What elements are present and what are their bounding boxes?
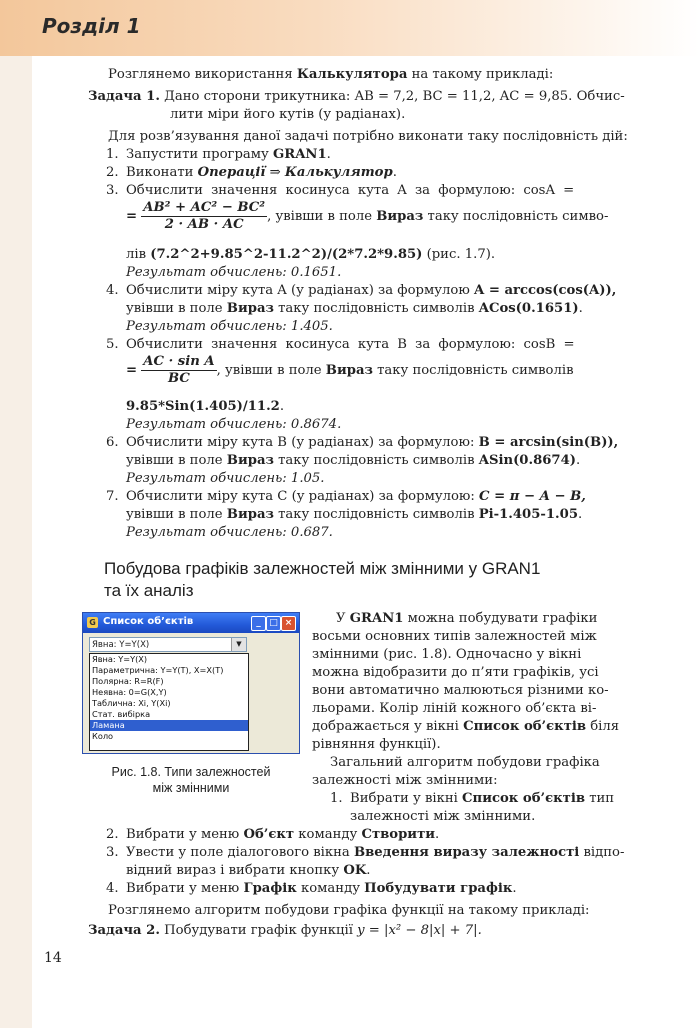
- step-number: 7.: [106, 489, 119, 504]
- right-text-l7: дображається у вікні Список об’єктів біля: [312, 719, 620, 734]
- task2-formula: y = |x² − 8|x| + 7|.: [357, 923, 482, 938]
- steps-intro: Для розв’язування даної задачі потрібно виконати таку послідовність дій:: [108, 129, 628, 144]
- list-item[interactable]: Параметрична: Y=Y(T), X=X(T): [92, 665, 224, 675]
- algo-step3-line1: Увести у поле діалогового вікна Введення виразу залежності відпо-: [126, 845, 625, 860]
- cos-a-fraction: $\frac{\text{AB² + AC² − BC²}}{2 \cdot AB \cdot AC}$: [143, 200, 266, 232]
- algo-step1-line1: Вибрати у вікні Список об’єктів тип: [350, 791, 615, 806]
- step3-formula-line: = $\frac{\text{AB² + AC² − BC²}}{2 \cdot AB \cdot AC}$ , увівши в поле Вираз таку послідовність симво-: [126, 200, 609, 232]
- page-number: 14: [44, 950, 62, 966]
- step7-line1: Обчислити міру кута C (у радіанах) за формулою: C = π − A − B,: [126, 489, 586, 504]
- step5-line1: Обчислити значення косинуса кута B за формулою: cosB =: [126, 337, 575, 352]
- cos-b-fraction: $\frac{\text{AC · sin A}}{BC}$: [143, 354, 215, 386]
- step4-line2: увівши в поле Вираз таку послідовність символів ACos(0.1651).: [126, 301, 583, 316]
- step6-line2: увівши в поле Вираз таку послідовність символів ASin(0.8674).: [126, 453, 581, 468]
- list-item[interactable]: Коло: [92, 731, 114, 741]
- step-number: 4.: [106, 881, 119, 896]
- step-number: 3.: [106, 183, 119, 198]
- task1-line1: Задача 1. Дано сторони трикутника: AB = 7,2, BC = 11,2, AC = 9,85. Обчис-: [88, 89, 625, 104]
- chapter-title: Розділ 1: [42, 14, 141, 38]
- step2-text: Виконати Операції ⇒ Калькулятор.: [126, 165, 397, 180]
- step1-text: Запустити програму GRAN1.: [126, 147, 331, 162]
- task1-label: Задача 1.: [88, 89, 160, 104]
- section-title-line2: та їх аналіз: [104, 581, 194, 600]
- step6-result: Результат обчислень: 1.05.: [126, 471, 325, 486]
- dependency-type-select[interactable]: Явна: Y=Y(X): [89, 637, 247, 652]
- window-title: Список об’єктів: [103, 616, 194, 627]
- app-icon: G: [87, 617, 98, 628]
- right-text-l8: рівняння функції).: [312, 737, 441, 752]
- chevron-down-icon[interactable]: ▼: [231, 638, 246, 651]
- list-item[interactable]: Явна: Y=Y(X): [92, 654, 148, 664]
- step-number: 1.: [330, 791, 343, 806]
- outro-paragraph: Розглянемо алгоритм побудови графіка функції на такому прикладі:: [108, 903, 590, 918]
- list-item[interactable]: Неявна: 0=G(X,Y): [92, 687, 167, 697]
- list-item[interactable]: Стат. вибірка: [92, 709, 151, 719]
- algo-step3-line2: відний вираз і вибрати кнопку OK.: [126, 863, 371, 878]
- algo-step4: Вибрати у меню Графік команду Побудувати графік.: [126, 881, 517, 896]
- task2-label: Задача 2.: [88, 923, 160, 938]
- step3-line1: Обчислити значення косинуса кута A за формулою: cosA =: [126, 183, 575, 198]
- step-number: 5.: [106, 337, 119, 352]
- task1-line2: лити міри його кутів (у радіанах).: [170, 107, 406, 122]
- page-margin-band: [0, 0, 32, 1028]
- right-text-l3: змінними (рис. 1.8). Одночасно у вікні: [312, 647, 582, 662]
- step5-line3: 9.85*Sin(1.405)/11.2.: [126, 399, 285, 414]
- list-item[interactable]: Полярна: R=R(F): [92, 676, 164, 686]
- step4-result: Результат обчислень: 1.405.: [126, 319, 333, 334]
- list-item-selected[interactable]: Ламана: [90, 720, 248, 731]
- list-item[interactable]: Таблична: Xi, Y(Xi): [92, 698, 171, 708]
- right-text-l10: залежності між змінними:: [312, 773, 498, 788]
- maximize-button[interactable]: □: [266, 616, 281, 631]
- right-text-l4: можна відобразити до п’яти графіків, усі: [312, 665, 599, 680]
- step7-result: Результат обчислень: 0.687.: [126, 525, 333, 540]
- step5-result: Результат обчислень: 0.8674.: [126, 417, 342, 432]
- right-text-l6: льорами. Колір ліній кожного об’єкта ві-: [312, 701, 597, 716]
- step4-line1: Обчислити міру кута A (у радіанах) за формулою A = arccos(cos(A)),: [126, 283, 617, 298]
- minimize-button[interactable]: _: [251, 616, 266, 631]
- window-titlebar: [83, 613, 299, 633]
- step3-result: Результат обчислень: 0.1651.: [126, 265, 342, 280]
- object-list-window: [82, 612, 300, 754]
- figure-caption: Рис. 1.8. Типи залежностей між змінними: [111, 765, 271, 795]
- close-button[interactable]: ×: [281, 616, 296, 631]
- right-text-l9: Загальний алгоритм побудови графіка: [330, 755, 600, 770]
- step-number: 4.: [106, 283, 119, 298]
- step6-line1: Обчислити міру кута B (у радіанах) за формулою: B = arcsin(sin(B)),: [126, 435, 619, 450]
- step-number: 2.: [106, 827, 119, 842]
- right-text-l5: вони автоматично малюються різними ко-: [312, 683, 609, 698]
- algo-step1-line2: залежності між змінними.: [350, 809, 536, 824]
- step5-formula-line: = $\frac{\text{AC · sin A}}{BC}$ , увівши в поле Вираз таку послідовність символів: [126, 354, 574, 386]
- right-text-l1: У GRAN1 можна побудувати графіки: [336, 611, 598, 626]
- right-text-l2: восьми основних типів залежностей між: [312, 629, 597, 644]
- step-number: 1.: [106, 147, 119, 162]
- algo-step2: Вибрати у меню Об’єкт команду Створити.: [126, 827, 440, 842]
- section-title-line1: Побудова графіків залежностей між змінними у GRAN1: [104, 559, 541, 578]
- step-number: 3.: [106, 845, 119, 860]
- step7-line2: увівши в поле Вираз таку послідовність символів Pi-1.405-1.05.: [126, 507, 583, 522]
- intro-paragraph: Розглянемо використання Калькулятора на такому прикладі:: [108, 67, 554, 82]
- step-number: 2.: [106, 165, 119, 180]
- dependency-type-list: [89, 653, 249, 751]
- step3-line3: лів (7.2^2+9.85^2-11.2^2)/(2*7.2*9.85) (рис. 1.7).: [126, 247, 496, 262]
- step-number: 6.: [106, 435, 119, 450]
- task2-line: Задача 2. Побудувати графік функції y = |x² − 8|x| + 7|.: [88, 923, 482, 938]
